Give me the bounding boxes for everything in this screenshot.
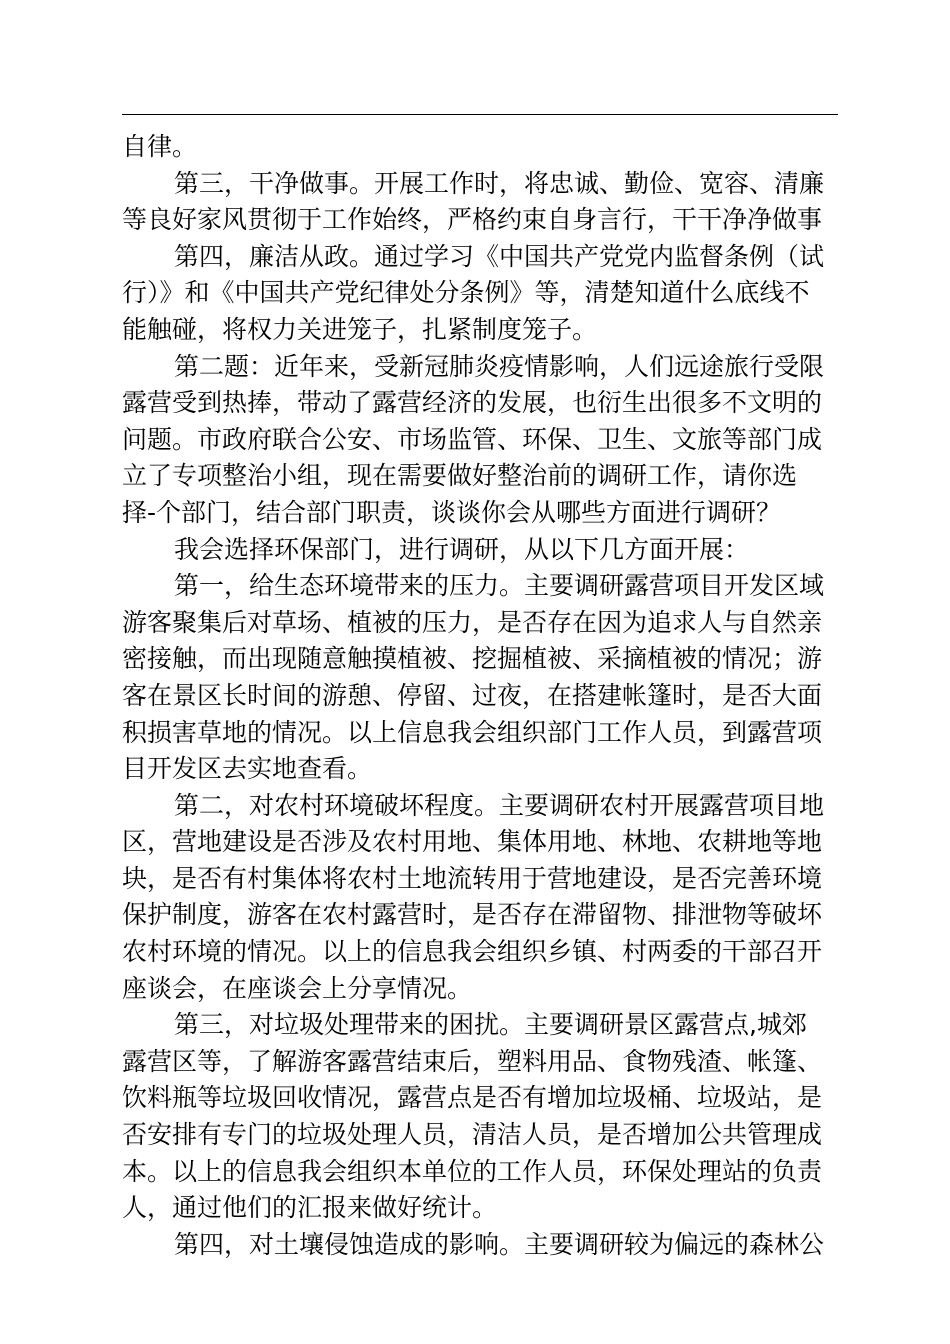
text-line: 第四，廉洁从政。通过学习《中国共产党党内监督条例（试 (174, 241, 825, 271)
document-page (122, 0, 838, 1344)
text-line: 能触碰，将权力关进笼子，扎紧制度笼子。 (122, 314, 598, 344)
text-line: 立了专项整治小组，现在需要做好整治前的调研工作，请你选 (122, 461, 798, 491)
text-line: 否安排有专门的垃圾处理人员，清洁人员，是否增加公共管理成 (122, 1120, 823, 1150)
text-line: 饮料瓶等垃圾回收情况，露营点是否有增加垃圾桶、垃圾站，是 (122, 1083, 823, 1113)
text-line: 行）》和《中国共产党纪律处分条例》等，清楚知道什么底线不 (122, 278, 810, 308)
text-line: 积损害草地的情况。以上信息我会组织部门工作人员，到露营项 (122, 717, 823, 747)
text-line: 区，营地建设是否涉及农村用地、集体用地、林地、农耕地等地 (122, 827, 823, 857)
text-line: 等良好家风贯彻于工作始终，严格约束自身言行，干干净净做事 (122, 205, 823, 235)
text-line: 本。以上的信息我会组织本单位的工作人员，环保处理站的负责 (122, 1156, 823, 1186)
text-line: 第二，对农村环境破坏程度。主要调研农村开展露营项目地 (174, 790, 825, 820)
text-line: 第二题：近年来，受新冠肺炎疫情影响，人们远途旅行受限 (174, 351, 825, 381)
header-rule (122, 114, 838, 115)
text-line: 露营受到热捧，带动了露营经济的发展，也衍生出很多不文明的 (122, 388, 823, 418)
text-line: 露营区等，了解游客露营结束后，塑料用品、食物残渣、帐篷、 (122, 1046, 823, 1076)
text-line: 第一，给生态环境带来的压力。主要调研露营项目开发区域 (174, 571, 825, 601)
text-line: 择-个部门，结合部门职责，谈谈你会从哪些方面进行调研？ (122, 497, 782, 527)
text-line: 座谈会，在座谈会上分享情况。 (122, 973, 473, 1003)
text-line: 客在景区长时间的游憩、停留、过夜，在搭建帐篷时，是否大面 (122, 680, 823, 710)
document-body (122, 129, 838, 1263)
text-line: 密接触，而出现随意触摸植被、挖掘植被、采摘植被的情况；游 (122, 644, 823, 674)
text-line: 目开发区去实地查看。 (122, 754, 373, 784)
text-line: 块，是否有村集体将农村土地流转用于营地建设，是否完善环境 (122, 863, 823, 893)
text-line: 农村环境的情况。以上的信息我会组织乡镇、村两委的干部召开 (122, 937, 823, 967)
text-line: 第四，对土壤侵蚀造成的影响。主要调研较为偏远的森林公 (174, 1229, 825, 1259)
text-line: 保护制度，游客在农村露营时，是否存在滞留物、排泄物等破坏 (122, 900, 823, 930)
text-line: 游客聚集后对草场、植被的压力，是否存在因为追求人与自然亲 (122, 607, 823, 637)
text-line: 第三，对垃圾处理带来的困扰。主要调研景区露营点,城郊 (174, 1010, 807, 1040)
text-line: 第三，干净做事。开展工作时，将忠诚、勤俭、宽容、清廉 (174, 168, 825, 198)
text-line: 问题。市政府联合公安、市场监管、环保、卫生、文旅等部门成 (122, 424, 823, 454)
text-line: 我会选择环保部门，进行调研，从以下几方面开展： (174, 534, 750, 564)
text-line: 人，通过他们的汇报来做好统计。 (122, 1193, 498, 1223)
text-line: 自律。 (122, 132, 198, 161)
